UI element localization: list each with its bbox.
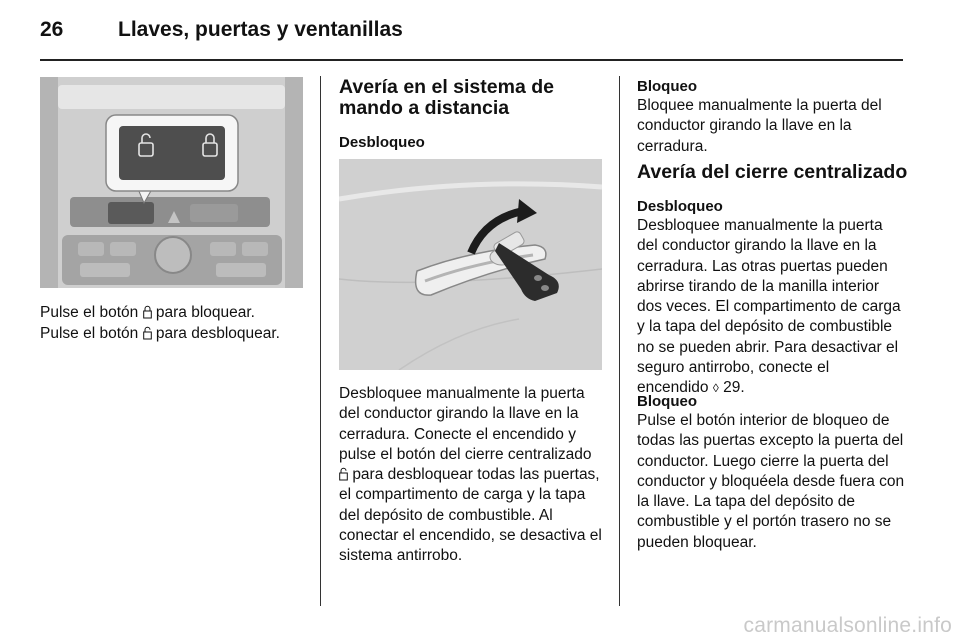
- remote-fault-paragraph: [339, 384, 603, 567]
- central-lock-paragraph: Pulse el botón interior de bloqueo de todas las puertas excepto la puerta del conductor. Luego cierre la puerta del conductor y bloquéela desde fuera con la llave. La tapa del depósito de combustible y el portón trasero no se pueden bloquear.: [637, 412, 905, 551]
- page-reference-arrow-icon: ◊: [712, 381, 719, 396]
- central-locking-fault-heading: Avería del cierre centralizado: [637, 161, 908, 183]
- watermark: carmanualsonline.info: [743, 614, 952, 637]
- central-lock-subheading: Bloqueo: [637, 393, 697, 410]
- central-unlock-paragraph: [637, 216, 903, 399]
- unlock-instruction: [40, 324, 280, 345]
- page-reference[interactable]: 29.: [723, 379, 745, 397]
- lock-paragraph: Bloquee manualmente la puerta del conductor girando la llave en la cerradura.: [637, 97, 882, 155]
- console-lock-buttons-figure: [40, 77, 303, 288]
- door-key-figure: [339, 159, 602, 370]
- page-number: 26: [40, 18, 64, 41]
- central-unlock-text: Desbloquee manualmente la puerta del conductor girando la llave en la cerradura. Las otras puertas pueden abrirse tirando de la manilla interior dos veces. El compartimento de carga y la tapa del depósito de combustible no se pueden abrir. Para desactivar el seguro antirrobo, conecte el encendido: [637, 217, 901, 397]
- lock-instruction: [40, 303, 255, 324]
- header-divider: [40, 59, 903, 61]
- lock-text-before: Pulse el botón: [40, 304, 139, 321]
- unlock-text-before: Pulse el botón: [40, 325, 139, 342]
- lock-open-icon: [339, 467, 348, 481]
- lock-text-after: para bloquear.: [155, 304, 255, 321]
- unlock-subheading: Desbloqueo: [339, 134, 425, 151]
- central-unlock-subheading: Desbloqueo: [637, 198, 723, 215]
- lock-closed-icon: [143, 305, 152, 319]
- column-divider-2: [619, 76, 620, 606]
- remote-fault-text-a: Desbloquee manualmente la puerta del conductor girando la llave en la cerradura. Conecte el encendido y pulse el botón del cierre centralizado: [339, 385, 592, 463]
- page-title: Llaves, puertas y ventanillas: [118, 18, 403, 41]
- remote-fault-heading: Avería en el sistema de mando a distancia: [339, 76, 554, 119]
- remote-fault-text-b: para desbloquear todas las puertas, el compartimento de carga y la tapa del depósito de combustible. Al conectar el encendido, se desactiva el sistema antirrobo.: [339, 466, 602, 565]
- lock-subheading: Bloqueo: [637, 78, 697, 95]
- lock-open-icon: [143, 326, 152, 340]
- column-divider-1: [320, 76, 321, 606]
- unlock-text-after: para desbloquear.: [155, 325, 280, 342]
